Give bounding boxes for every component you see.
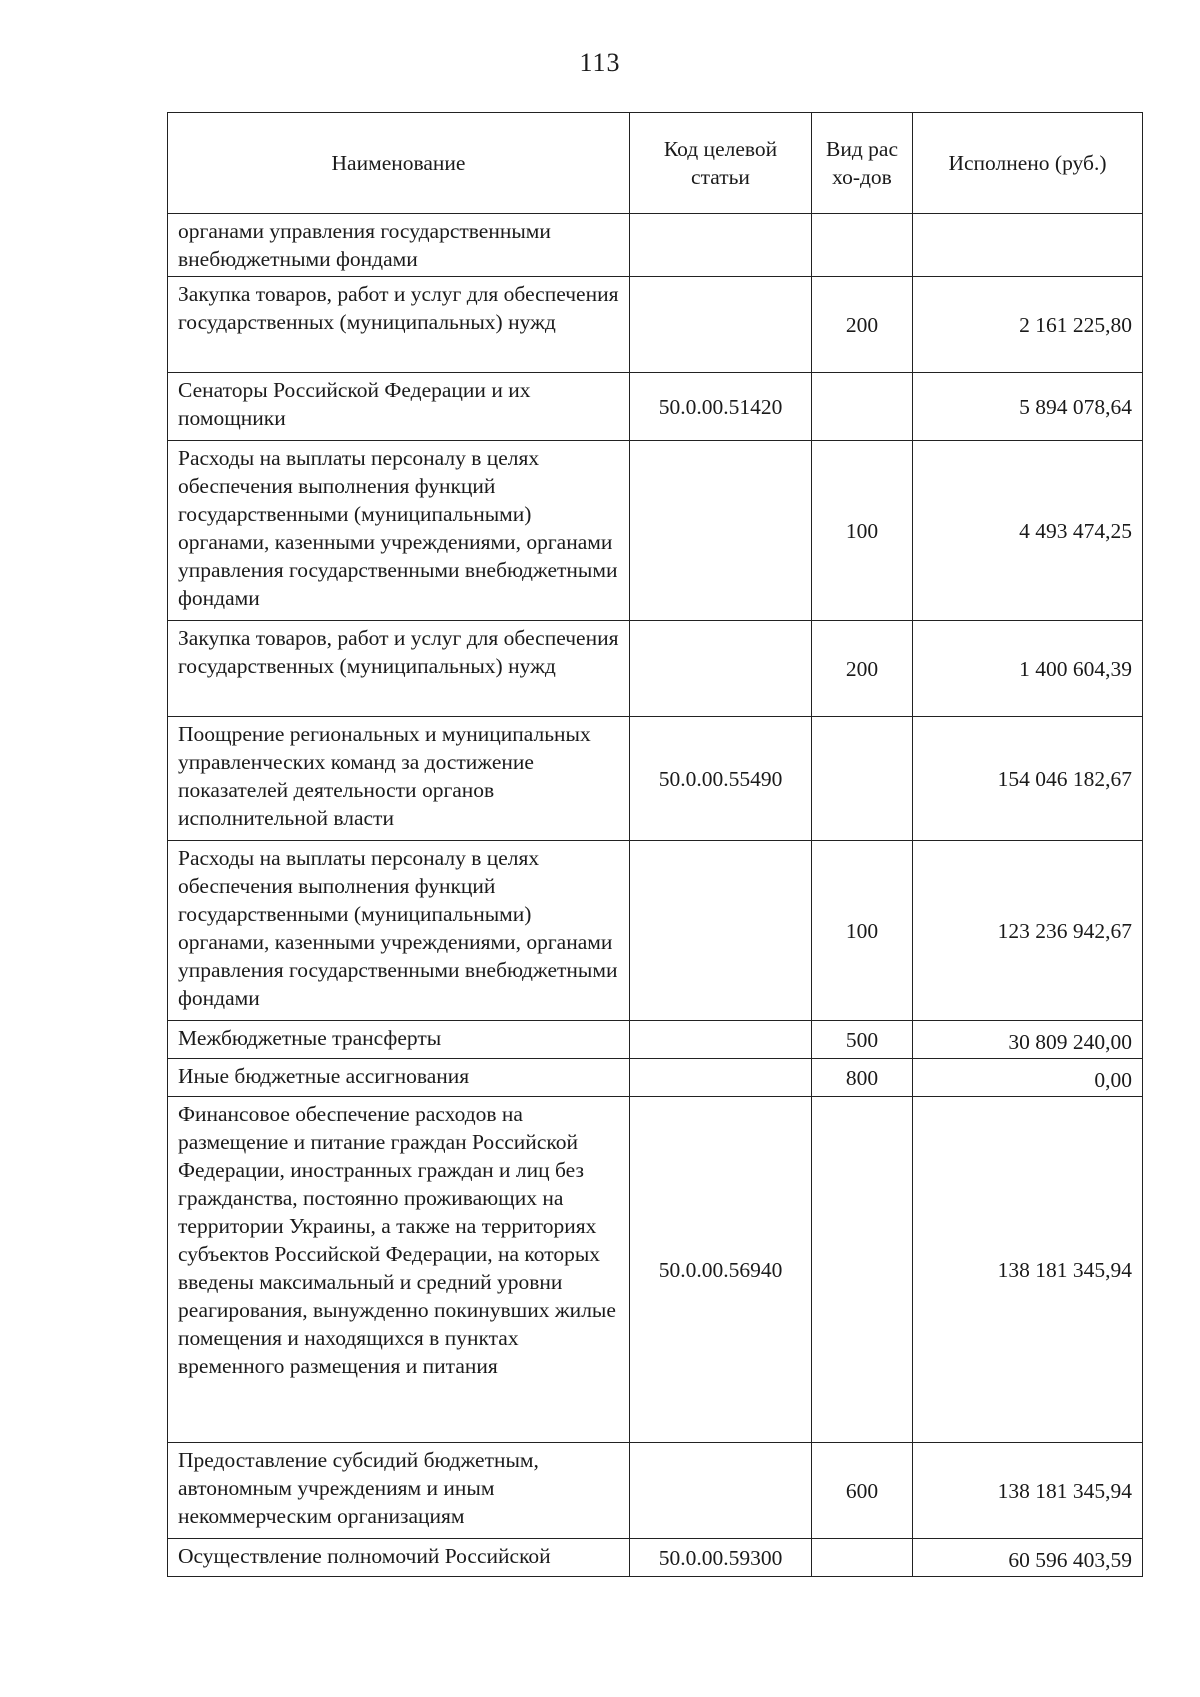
row-amount: 138 181 345,94 bbox=[913, 1443, 1143, 1539]
table-row bbox=[168, 1021, 1143, 1059]
row-amount: 1 400 604,39 bbox=[913, 621, 1143, 717]
row-type: 500 bbox=[812, 1021, 913, 1059]
row-name: Расходы на выплаты персоналу в целях обеспечения выполнения функций государственными (муниципальными) органами, казенными учреждениями, органами управления государственными внебюджетными фондами bbox=[168, 441, 630, 621]
budget-execution-table bbox=[167, 112, 1143, 1577]
row-amount: 138 181 345,94 bbox=[913, 1097, 1143, 1443]
row-type: 200 bbox=[812, 621, 913, 717]
header-amount: Исполнено (руб.) bbox=[913, 113, 1143, 214]
row-code: 50.0.00.51420 bbox=[630, 373, 812, 441]
row-name: Сенаторы Российской Федерации и их помощники bbox=[168, 373, 630, 441]
row-type bbox=[812, 1097, 913, 1443]
row-name: Осуществление полномочий Российской bbox=[168, 1539, 630, 1577]
row-code bbox=[630, 1021, 812, 1059]
table-row bbox=[168, 1539, 1143, 1577]
table-row bbox=[168, 841, 1143, 1021]
page-number: 113 bbox=[579, 48, 621, 77]
row-name: Предоставление субсидий бюджетным, автономным учреждениям и иным некоммерческим организациям bbox=[168, 1443, 630, 1539]
table-row bbox=[168, 621, 1143, 717]
row-name: Закупка товаров, работ и услуг для обеспечения государственных (муниципальных) нужд bbox=[168, 621, 630, 717]
header-code: Код целевой статьи bbox=[630, 113, 812, 214]
row-code bbox=[630, 1443, 812, 1539]
row-code bbox=[630, 441, 812, 621]
row-amount: 123 236 942,67 bbox=[913, 841, 1143, 1021]
row-type bbox=[812, 1539, 913, 1577]
row-type: 800 bbox=[812, 1059, 913, 1097]
table-row bbox=[168, 373, 1143, 441]
row-code: 50.0.00.59300 bbox=[630, 1539, 812, 1577]
row-amount: 5 894 078,64 bbox=[913, 373, 1143, 441]
table-row bbox=[168, 214, 1143, 277]
row-type bbox=[812, 717, 913, 841]
row-type bbox=[812, 214, 913, 277]
row-name: Расходы на выплаты персоналу в целях обеспечения выполнения функций государственными (муниципальными) органами, казенными учреждениями, органами управления государственными внебюджетными фондами bbox=[168, 841, 630, 1021]
row-amount: 4 493 474,25 bbox=[913, 441, 1143, 621]
row-code bbox=[630, 214, 812, 277]
table-row bbox=[168, 277, 1143, 373]
row-name: Финансовое обеспечение расходов на размещение и питание граждан Российской Федерации, иностранных граждан и лиц без гражданства, постоянно проживающих на территории Украины, а также на территориях субъектов Российской Федерации, на которых введены максимальный и средний уровни реагирования, вынужденно покинувших жилые помещения и находящихся в пунктах временного размещения и питания bbox=[168, 1097, 630, 1443]
row-amount: 30 809 240,00 bbox=[913, 1021, 1143, 1059]
row-type: 100 bbox=[812, 441, 913, 621]
row-type bbox=[812, 373, 913, 441]
row-code: 50.0.00.55490 bbox=[630, 717, 812, 841]
row-code bbox=[630, 841, 812, 1021]
row-name: Иные бюджетные ассигнования bbox=[168, 1059, 630, 1097]
row-type: 100 bbox=[812, 841, 913, 1021]
table-row bbox=[168, 1059, 1143, 1097]
table-row bbox=[168, 1097, 1143, 1443]
row-type: 200 bbox=[812, 277, 913, 373]
row-code bbox=[630, 621, 812, 717]
row-code bbox=[630, 1059, 812, 1097]
header-name: Наименование bbox=[168, 113, 630, 214]
table-header-row bbox=[168, 113, 1143, 214]
row-name: Межбюджетные трансферты bbox=[168, 1021, 630, 1059]
row-type: 600 bbox=[812, 1443, 913, 1539]
row-name: Закупка товаров, работ и услуг для обеспечения государственных (муниципальных) нужд bbox=[168, 277, 630, 373]
header-type: Вид расхо-дов bbox=[812, 113, 913, 214]
row-code: 50.0.00.56940 bbox=[630, 1097, 812, 1443]
row-amount: 60 596 403,59 bbox=[913, 1539, 1143, 1577]
row-amount bbox=[913, 214, 1143, 277]
row-code bbox=[630, 277, 812, 373]
table-row bbox=[168, 717, 1143, 841]
table-row bbox=[168, 1443, 1143, 1539]
table-row bbox=[168, 441, 1143, 621]
row-name: органами управления государственными внебюджетными фондами bbox=[168, 214, 630, 277]
row-amount: 2 161 225,80 bbox=[913, 277, 1143, 373]
row-name: Поощрение региональных и муниципальных управленческих команд за достижение показателей деятельности органов исполнительной власти bbox=[168, 717, 630, 841]
row-amount: 0,00 bbox=[913, 1059, 1143, 1097]
row-amount: 154 046 182,67 bbox=[913, 717, 1143, 841]
